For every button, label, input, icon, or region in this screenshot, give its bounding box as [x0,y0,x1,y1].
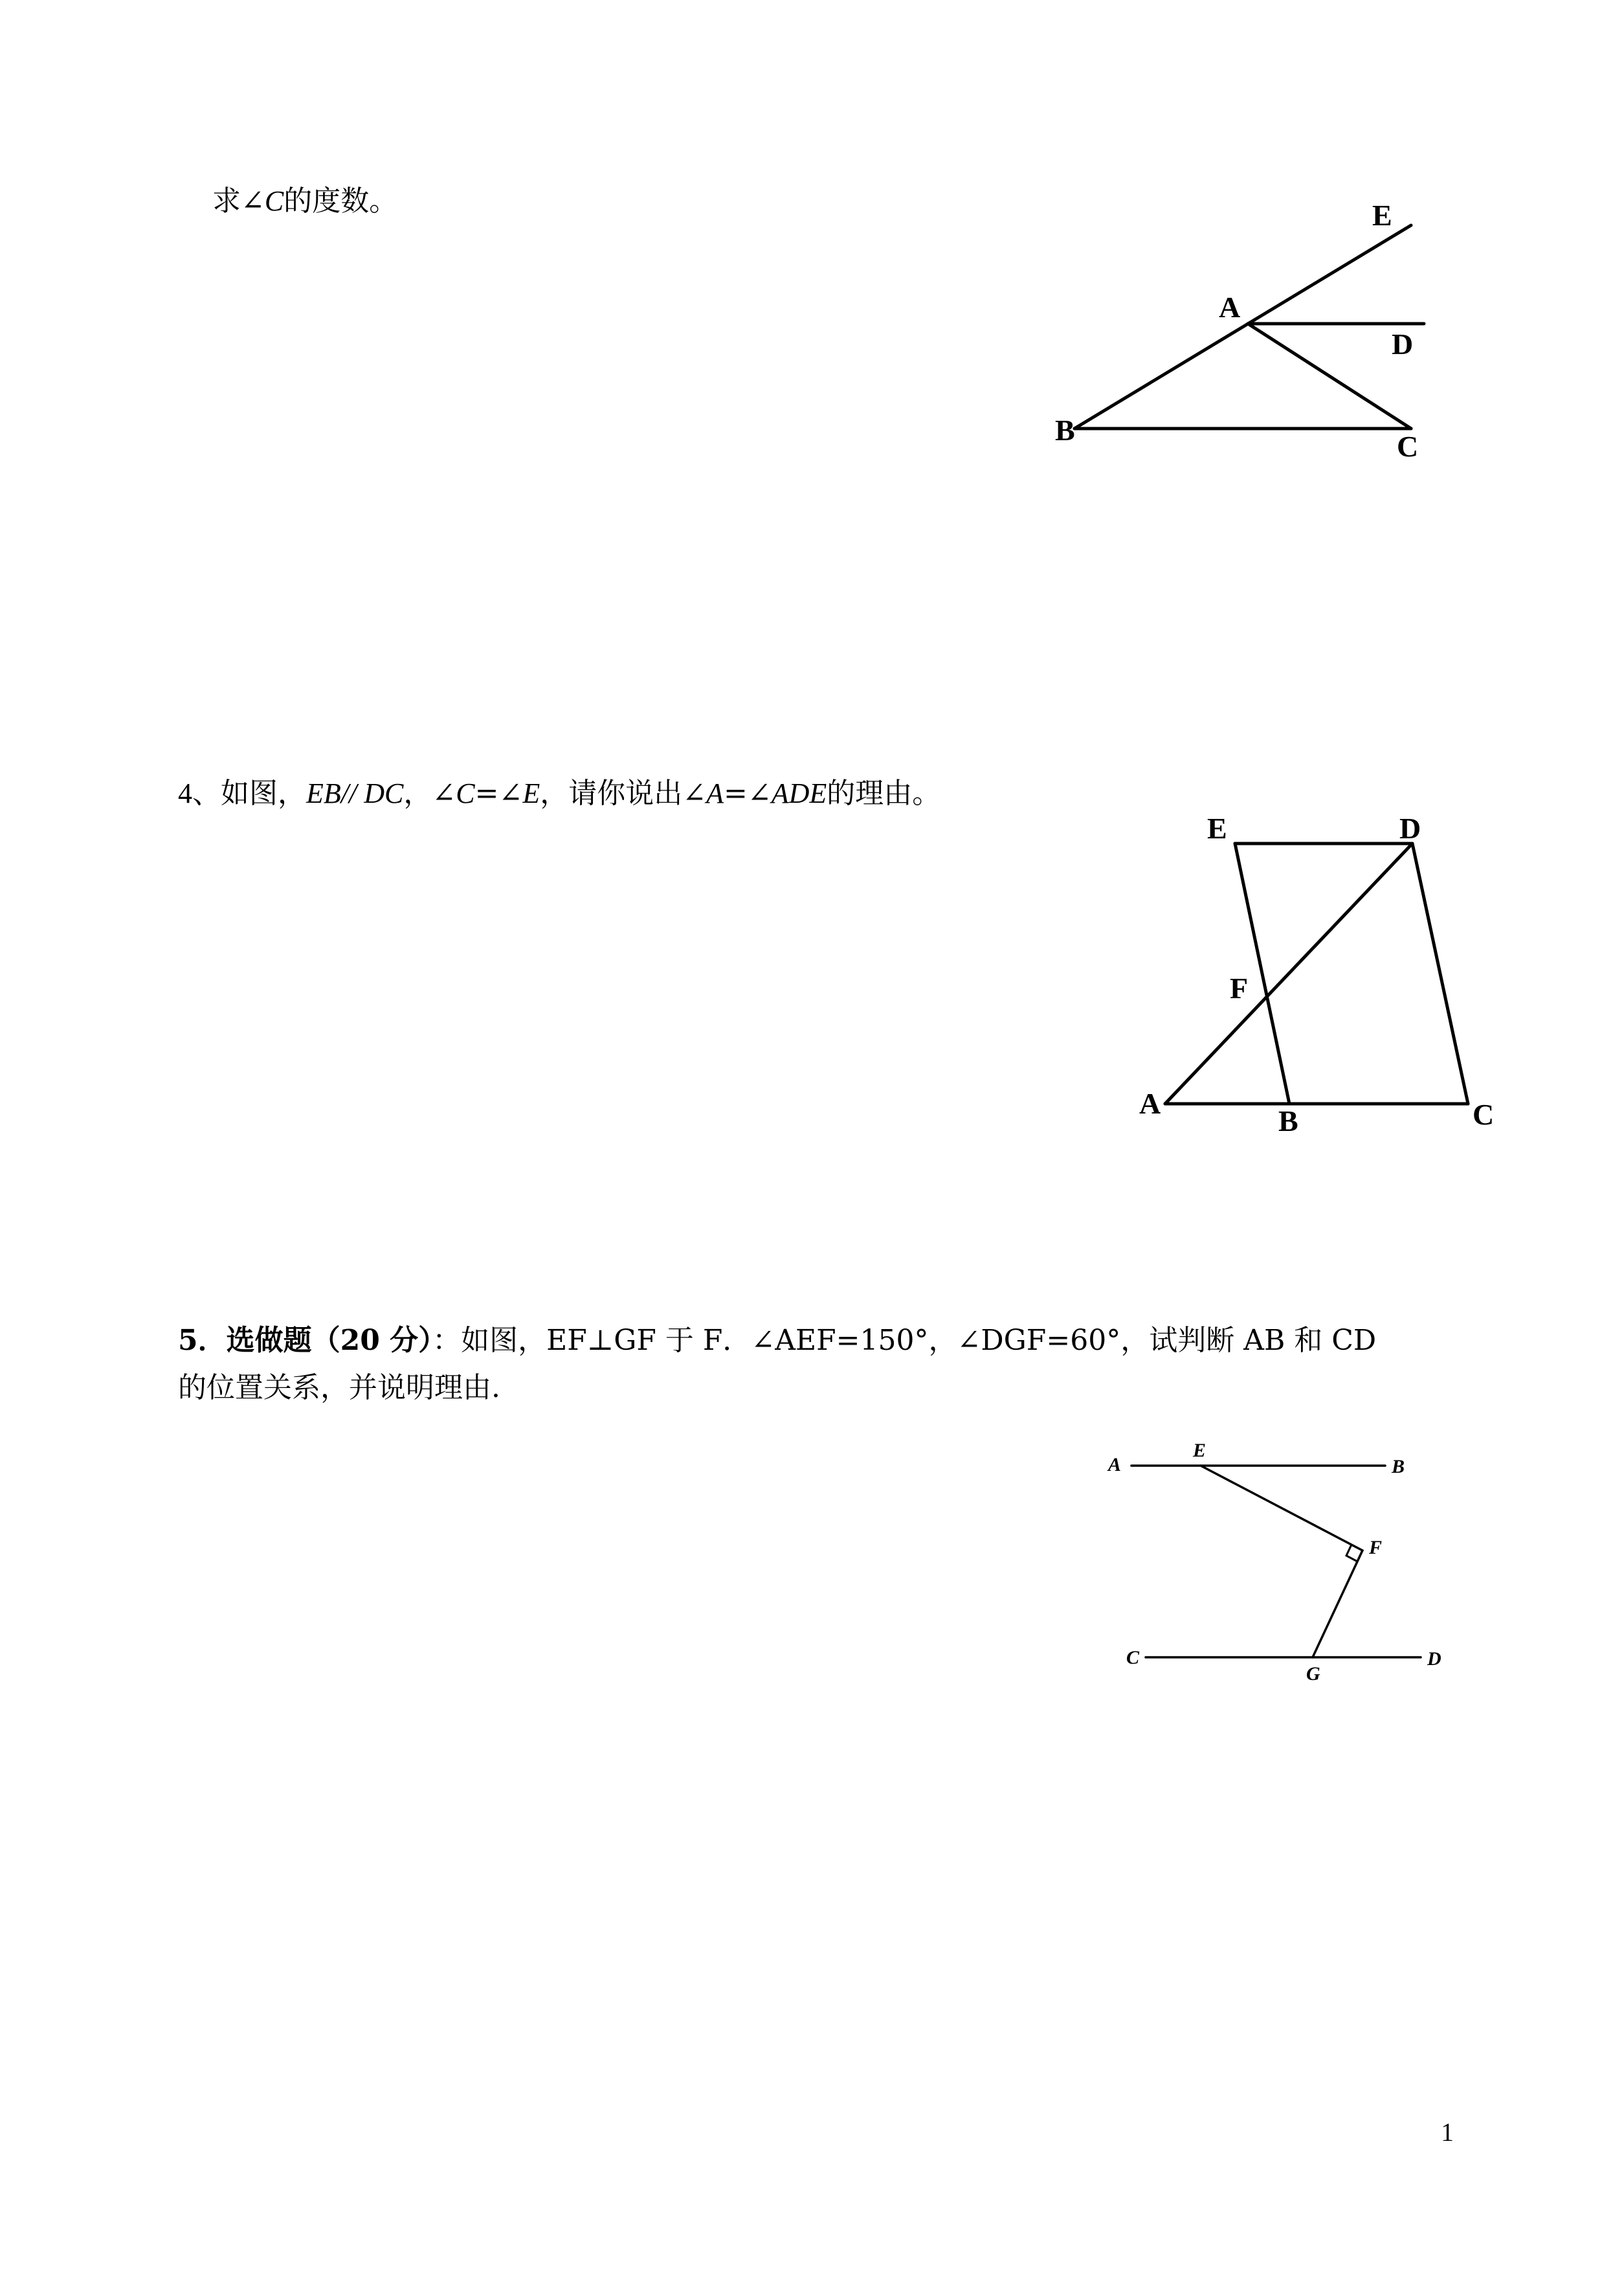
q4-var-c: C [456,777,475,809]
q3-text-pre: 求∠ [212,185,265,218]
q3-text-post: 的度数。 [284,185,398,218]
q4-text-5: ，请你说出∠ [540,777,707,810]
q4-text-6: =∠ [723,777,772,810]
q4-text-1: 如图， [221,777,306,810]
q3-label-e: E [1372,199,1392,232]
q4-var-dc: DC [364,777,404,809]
q5-label-c: C [1126,1647,1140,1668]
q4-parallel-sign: // [340,777,364,809]
q5-label-f: F [1369,1537,1383,1558]
q4-text-3: ，∠ [403,777,456,810]
q4-label-f: F [1230,972,1249,1005]
q4-label-b: B [1278,1104,1298,1137]
q4-text-4: =∠ [474,777,523,810]
q4-var-e: E [522,777,540,809]
q5-segment-fg [1313,1550,1363,1657]
q3-ray-be [1074,225,1414,429]
q3-var-c: C [264,185,284,217]
q4-figure [1139,809,1515,1146]
q5-label-d: D [1427,1648,1441,1670]
q5-line-1-rest: ：如图，EF⊥GF 于 F．∠AEF=150°，∠DGF=60°，试判断 AB 和 CD [432,1324,1377,1357]
q4-segment-ad [1165,844,1412,1104]
q5-label-a: A [1108,1454,1122,1475]
q4-var-a: A [706,777,724,809]
q3-segment-ac [1248,324,1414,429]
q5-line-2: 的位置关系，并说明理由. [178,1371,500,1404]
q3-label-c: C [1397,430,1419,463]
q5-label-g: G [1306,1663,1320,1684]
page-number: 1 [1441,2118,1454,2147]
q4-label-a: A [1139,1087,1161,1120]
q3-question-text [212,185,397,219]
q3-figure [1055,194,1456,473]
q3-label-a: A [1219,291,1241,324]
q3-label-b: B [1055,414,1075,447]
q3-label-d: D [1392,328,1414,361]
q4-number: 4、 [178,777,221,809]
q5-label-b: B [1392,1456,1405,1477]
q4-segment-dc [1412,844,1468,1104]
q4-label-e: E [1207,812,1227,845]
q5-heading: 5．选做题（20 分） [178,1324,433,1357]
q4-label-d: D [1399,812,1421,845]
q4-var-ade: ADE [771,777,827,809]
q4-label-c: C [1473,1098,1495,1131]
q5-line-1 [178,1324,1376,1358]
q5-segment-ef [1201,1466,1363,1550]
q4-var-eb: EB [306,777,341,809]
q5-label-e: E [1193,1440,1207,1461]
q4-text-7: 的理由。 [827,777,941,810]
q5-figure [1100,1437,1463,1709]
q4-question-text [178,777,940,811]
